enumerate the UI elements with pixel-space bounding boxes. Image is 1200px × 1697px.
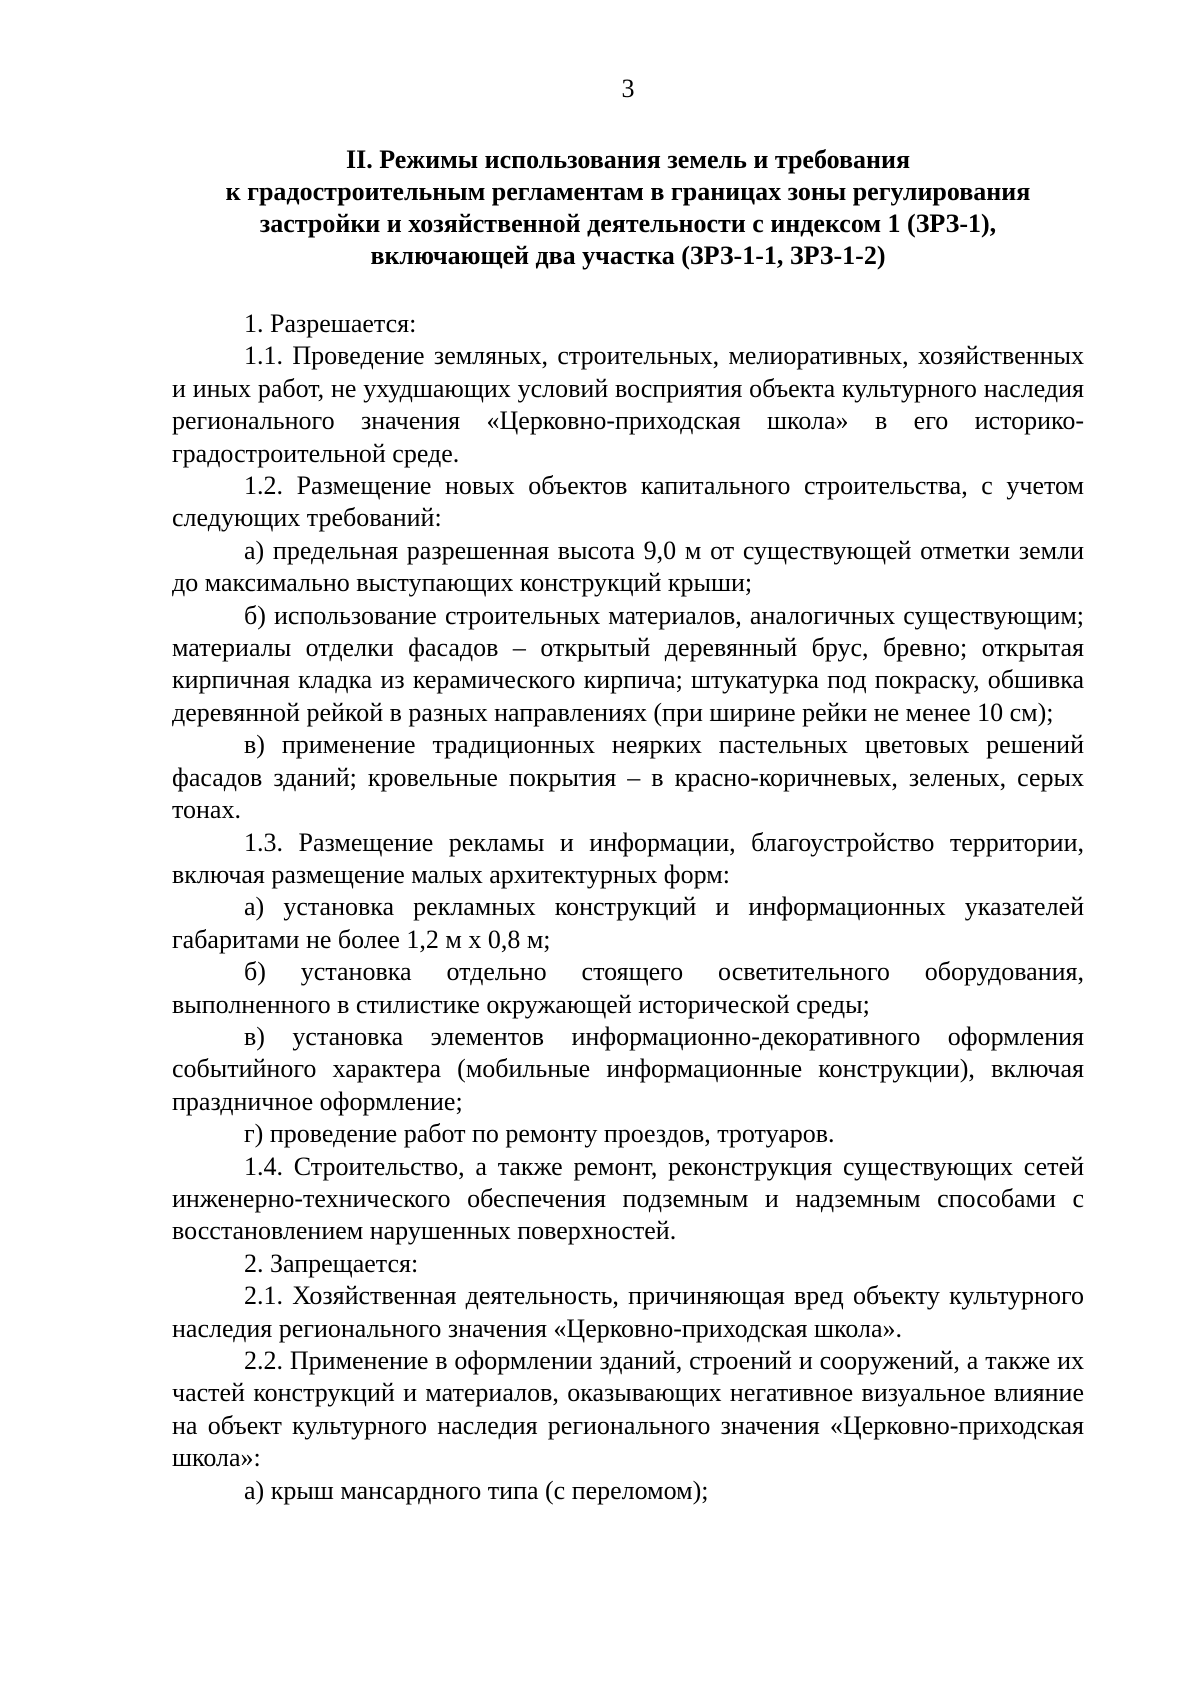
- document-body: [172, 308, 1084, 1507]
- section-heading: [172, 144, 1084, 272]
- paragraph-permitted-header: 1. Разрешается:: [244, 309, 417, 338]
- paragraph-1-2-v: в) применение традиционных неярких пастельных цветовых решений фасадов зданий; кровельные покрытия – в красно-коричневых, зеленых, серых тонах.: [172, 730, 1084, 825]
- paragraph-1-3-b: б) установка отдельно стоящего осветительного оборудования, выполненного в стилистике окружающей исторической среды;: [172, 957, 1084, 1019]
- paragraph-1-4: 1.4. Строительство, а также ремонт, реконструкция существующих сетей инженерно-технического обеспечения подземным и надземным способами с восстановлением нарушенных поверхностей.: [172, 1151, 1084, 1246]
- heading-line: к градостроительным регламентам в границах зоны регулирования: [225, 177, 1031, 206]
- paragraph-1-2: 1.2. Размещение новых объектов капитального строительства, с учетом следующих требований:: [172, 471, 1084, 533]
- paragraph-1-2-b: б) использование строительных материалов, аналогичных существующим; материалы отделки фасадов – открытый деревянный брус, бревно; открытая кирпичная кладка из керамического кирпича; штукатурка под покраску, обшивка деревянной рейкой в разных направлениях (при ширине рейки не менее 10 см);: [172, 600, 1084, 727]
- paragraph-2-2-a: а) крыш мансардного типа (с переломом);: [244, 1475, 709, 1505]
- heading-line: застройки и хозяйственной деятельности с индексом 1 (ЗРЗ-1),: [259, 209, 997, 238]
- paragraph-1-3-a: а) установка рекламных конструкций и информационных указателей габаритами не более 1,2 м х 0,8 м;: [172, 892, 1084, 954]
- paragraph-1-3-v: в) установка элементов информационно-декоративного оформления событийного характера (мобильные информационные конструкции), включая праздничное оформление;: [172, 1021, 1084, 1116]
- paragraph-prohibited-header: 2. Запрещается:: [244, 1248, 419, 1278]
- paragraph-1-2-a: а) предельная разрешенная высота 9,0 м от существующей отметки земли до максимально выступающих конструкций крыши;: [172, 535, 1084, 598]
- heading-line: включающей два участка (ЗРЗ-1-1, ЗРЗ-1-2): [370, 241, 886, 270]
- page-number: 3: [621, 74, 635, 103]
- paragraph-1-3: 1.3. Размещение рекламы и информации, благоустройство территории, включая размещение малых архитектурных форм:: [172, 827, 1084, 889]
- paragraph-1-1: 1.1. Проведение земляных, строительных, мелиоративных, хозяйственных и иных работ, не ухудшающих условий восприятия объекта культурного наследия регионального значения «Церковно-приходская школа» в его историко-градостроительной среде.: [172, 341, 1084, 468]
- heading-line: II. Режимы использования земель и требования: [345, 145, 911, 174]
- paragraph-1-3-g: г) проведение работ по ремонту проездов, тротуаров.: [244, 1119, 835, 1149]
- paragraph-2-1: 2.1. Хозяйственная деятельность, причиняющая вред объекту культурного наследия регионального значения «Церковно-приходская школа».: [172, 1281, 1084, 1343]
- paragraph-2-2: 2.2. Применение в оформлении зданий, строений и сооружений, а также их частей конструкций и материалов, оказывающих негативное визуальное влияние на объект культурного наследия регионального значения «Церковно-приходская школа»:: [172, 1346, 1084, 1473]
